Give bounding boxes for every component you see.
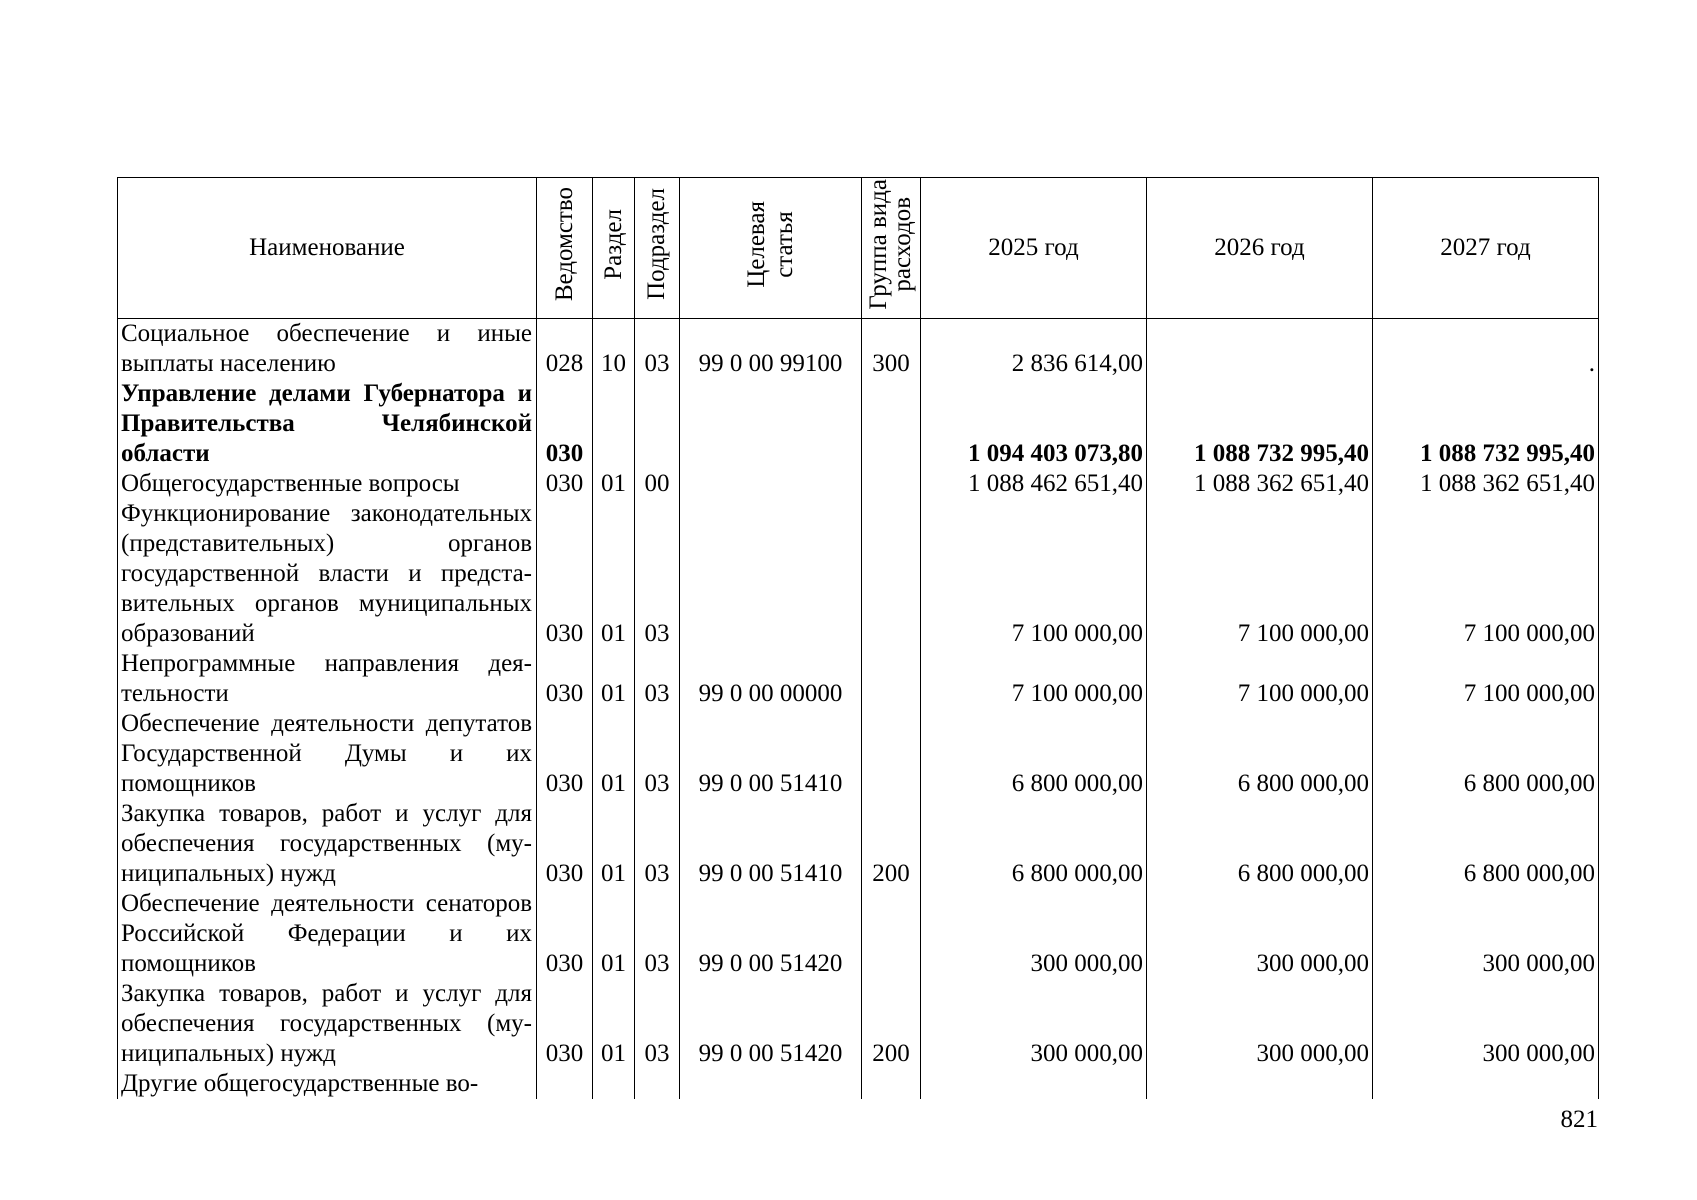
header-podrazdel [635,178,680,319]
row-podrazdel [635,1069,680,1099]
row-podrazdel: 03 [635,319,680,380]
row-podrazdel: 03 [635,499,680,649]
header-razdel [593,178,635,319]
row-amount-2025: 7 100 000,00 [921,499,1147,649]
row-amount-2027: 6 800 000,00 [1373,799,1599,889]
row-razdel: 01 [593,799,635,889]
row-target-article: 99 0 00 51420 [680,889,862,979]
row-amount-2026: 7 100 000,00 [1147,499,1373,649]
row-amount-2027: 7 100 000,00 [1373,499,1599,649]
row-amount-2026: 1 088 362 651,40 [1147,469,1373,499]
row-target-article: 99 0 00 99100 [680,319,862,380]
row-podrazdel: 03 [635,979,680,1069]
header-2027: 2027 год [1373,178,1599,319]
row-vedomstvo [537,1069,593,1099]
row-expense-group: 200 [862,979,921,1069]
row-name: Другие общегосударственные во- [118,1069,537,1099]
row-expense-group [862,889,921,979]
row-razdel: 01 [593,469,635,499]
row-expense-group [862,649,921,709]
row-target-article [680,379,862,469]
row-vedomstvo: 030 [537,379,593,469]
row-vedomstvo: 030 [537,499,593,649]
row-amount-2027: . [1373,319,1599,380]
header-name: Наименование [118,178,537,319]
row-expense-group [862,469,921,499]
row-vedomstvo: 030 [537,799,593,889]
row-amount-2026: 1 088 732 995,40 [1147,379,1373,469]
row-target-article [680,499,862,649]
row-vedomstvo: 030 [537,889,593,979]
row-target-article: 99 0 00 51410 [680,709,862,799]
row-razdel: 01 [593,979,635,1069]
row-razdel [593,379,635,469]
header-target-line1: Целевая [742,200,770,288]
row-razdel [593,1069,635,1099]
row-name: Закупка товаров, работ и услуг для обеспечения государственных (муниципальных) нужд [118,799,537,889]
table-row [118,799,1599,889]
row-amount-2027: 300 000,00 [1373,889,1599,979]
table-header-row [118,178,1599,319]
row-razdel: 01 [593,649,635,709]
page-number: 821 [1560,1106,1598,1133]
row-expense-group [862,379,921,469]
row-vedomstvo: 028 [537,319,593,380]
table-row [118,1069,1599,1099]
row-amount-2027: 300 000,00 [1373,979,1599,1069]
row-target-article [680,469,862,499]
header-expense-group-label [867,179,915,310]
row-podrazdel: 03 [635,799,680,889]
row-target-article: 99 0 00 51420 [680,979,862,1069]
row-amount-2025: 300 000,00 [921,979,1147,1069]
header-group-line1: Группа вида [865,178,892,310]
row-amount-2025: 1 094 403 073,80 [921,379,1147,469]
row-amount-2025: 7 100 000,00 [921,649,1147,709]
header-vedomstvo-label: Ведомство [550,186,578,302]
table-row [118,889,1599,979]
row-name: Управление делами Губернатора и Правительства Челябинской области [118,379,537,469]
row-amount-2026: 7 100 000,00 [1147,649,1373,709]
row-amount-2027: 6 800 000,00 [1373,709,1599,799]
table-row [118,709,1599,799]
row-amount-2026 [1147,319,1373,380]
row-podrazdel: 03 [635,649,680,709]
header-razdel-label: Раздел [599,208,627,280]
row-amount-2025 [921,1069,1147,1099]
row-amount-2026: 300 000,00 [1147,979,1373,1069]
row-vedomstvo: 030 [537,709,593,799]
row-podrazdel: 03 [635,709,680,799]
row-expense-group: 300 [862,319,921,380]
table-row [118,379,1599,469]
header-target-article [680,178,862,319]
header-expense-group [862,178,921,319]
table-row [118,319,1599,380]
row-vedomstvo: 030 [537,469,593,499]
row-target-article: 99 0 00 51410 [680,799,862,889]
row-vedomstvo: 030 [537,979,593,1069]
row-name: Функционирование законодательных (представительных) органов государственной власти и представительных органов муниципальных образований [118,499,537,649]
row-expense-group [862,709,921,799]
row-podrazdel [635,379,680,469]
row-target-article [680,1069,862,1099]
header-target-line2: статья [770,210,798,278]
table-row [118,979,1599,1069]
row-amount-2025: 6 800 000,00 [921,709,1147,799]
header-podrazdel-label: Подраздел [643,188,670,300]
row-target-article: 99 0 00 00000 [680,649,862,709]
row-vedomstvo: 030 [537,649,593,709]
row-name: Обеспечение деятельности сенаторов Российской Федерации и их помощников [118,889,537,979]
row-amount-2027: 1 088 732 995,40 [1373,379,1599,469]
row-amount-2026: 6 800 000,00 [1147,799,1373,889]
table-row [118,499,1599,649]
row-amount-2026 [1147,1069,1373,1099]
row-amount-2026: 6 800 000,00 [1147,709,1373,799]
row-razdel: 01 [593,889,635,979]
table-row [118,649,1599,709]
header-target-article-label [743,201,799,288]
row-name: Социальное обеспечение и иные выплаты населению [118,319,537,380]
row-name: Обеспечение деятельности депутатов Государственной Думы и их помощников [118,709,537,799]
budget-table [117,177,1599,1099]
row-razdel: 01 [593,499,635,649]
row-expense-group [862,499,921,649]
row-amount-2025: 1 088 462 651,40 [921,469,1147,499]
row-name: Общегосударственные вопросы [118,469,537,499]
row-amount-2026: 300 000,00 [1147,889,1373,979]
header-group-line2: расходов [889,196,916,292]
row-amount-2027: 7 100 000,00 [1373,649,1599,709]
row-amount-2025: 2 836 614,00 [921,319,1147,380]
row-name: Закупка товаров, работ и услуг для обеспечения государственных (муниципальных) нужд [118,979,537,1069]
header-vedomstvo [537,178,593,319]
row-expense-group [862,1069,921,1099]
row-amount-2027 [1373,1069,1599,1099]
row-expense-group: 200 [862,799,921,889]
table-row [118,469,1599,499]
row-podrazdel: 03 [635,889,680,979]
row-amount-2025: 300 000,00 [921,889,1147,979]
row-amount-2027: 1 088 362 651,40 [1373,469,1599,499]
row-razdel: 10 [593,319,635,380]
header-2025: 2025 год [921,178,1147,319]
row-amount-2025: 6 800 000,00 [921,799,1147,889]
header-2026: 2026 год [1147,178,1373,319]
row-razdel: 01 [593,709,635,799]
table-body [118,319,1599,1100]
row-podrazdel: 00 [635,469,680,499]
row-name: Непрограммные направления деятельности [118,649,537,709]
